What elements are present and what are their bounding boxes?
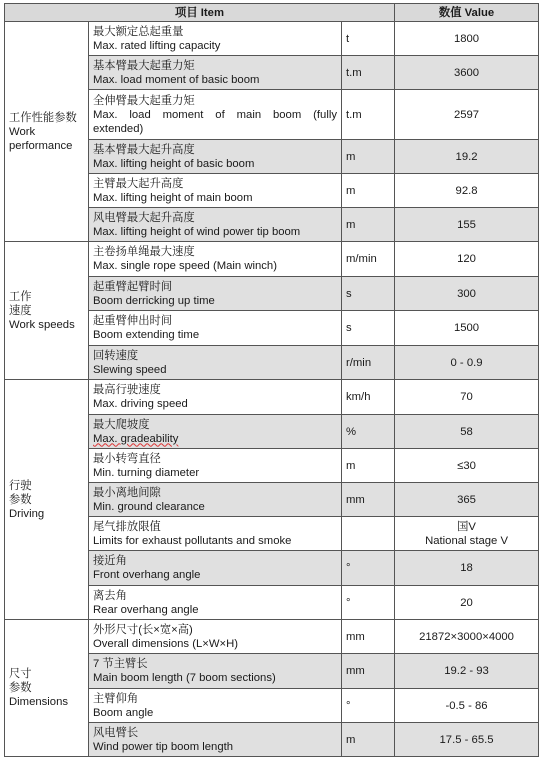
item-label-zh: 全伸臂最大起重力矩 [93,94,195,107]
category-label-en: Work speeds [9,318,75,331]
item-label-en: Wind power tip boom length [93,740,234,753]
value-cell: 19.2 [395,140,539,174]
item-cell [89,586,342,620]
item-cell [89,208,342,242]
item-label-zh: 离去角 [93,589,127,602]
item-label-zh: 最小离地间隙 [93,486,161,499]
item-label-zh: 7 节主臂长 [93,658,148,670]
value-cell: 17.5 - 65.5 [395,723,539,757]
value-cell: 70 [395,380,539,415]
item-label-en: Boom angle [93,706,154,719]
unit-cell: m/min [342,242,395,277]
unit-cell: s [342,277,395,311]
unit-cell: m [342,723,395,757]
table-row [5,22,539,56]
item-cell [89,654,342,689]
item-label-en: Max. load moment of main boom (fully extended) [93,108,337,135]
item-label-en: Overall dimensions (L×W×H) [93,637,239,650]
value-cell: 3600 [395,56,539,90]
item-label-zh: 最小转弯直径 [93,452,161,465]
item-label-en: Min. turning diameter [93,466,200,479]
value-cell: 21872×3000×4000 [395,620,539,654]
item-label-en: Max. gradeability [93,432,179,445]
item-cell [89,380,342,415]
item-cell [89,415,342,449]
item-label-zh: 基本臂最大起升高度 [93,143,195,156]
value-cell: 155 [395,208,539,242]
item-label-en: Max. rated lifting capacity [93,39,221,52]
unit-cell: ° [342,551,395,586]
item-label-en: Main boom length (7 boom sections) [93,672,276,684]
item-label-zh: 主臂仰角 [93,692,139,705]
category-cell [5,242,89,380]
item-label-zh: 起重臂伸出时间 [93,315,173,327]
item-cell [89,723,342,757]
item-cell [89,56,342,90]
category-label-zh: 尺寸 参数 [9,668,32,694]
item-label-zh: 主卷扬单绳最大速度 [93,246,195,258]
unit-cell: km/h [342,380,395,415]
item-label-en: Max. single rope speed (Main winch) [93,260,277,272]
value-cell: 国V National stage V [395,517,539,551]
value-cell: 1500 [395,311,539,346]
category-cell [5,380,89,620]
item-label-zh: 接近角 [93,555,127,567]
item-label-en: Boom derricking up time [93,294,215,307]
item-label-zh: 最大额定总起重量 [93,25,184,38]
item-cell [89,90,342,140]
value-cell: 0 - 0.9 [395,346,539,380]
header-item: 项目 Item [5,4,395,22]
item-label-zh: 尾气排放限值 [93,520,161,533]
spec-body [5,22,539,757]
item-label-zh: 起重臂起臂时间 [93,280,173,293]
item-cell [89,242,342,277]
unit-cell: r/min [342,346,395,380]
item-cell [89,449,342,483]
item-cell [89,483,342,517]
item-label-en: Rear overhang angle [93,603,199,616]
category-cell [5,620,89,757]
item-label-en: Max. load moment of basic boom [93,73,260,86]
unit-cell: mm [342,483,395,517]
item-label-zh: 回转速度 [93,349,139,362]
item-label-zh: 主臂最大起升高度 [93,177,184,190]
item-label-zh: 基本臂最大起重力矩 [93,59,195,72]
unit-cell: ° [342,586,395,620]
item-label-zh: 风电臂长 [93,726,139,739]
category-label-zh: 行驶 参数 [9,479,32,506]
unit-cell: mm [342,654,395,689]
value-cell: 58 [395,415,539,449]
value-cell: 92.8 [395,174,539,208]
category-label-zh: 工作 速度 [9,290,32,317]
item-label-en: Front overhang angle [93,569,201,581]
value-cell: 19.2 - 93 [395,654,539,689]
value-cell: 1800 [395,22,539,56]
unit-cell: t.m [342,90,395,140]
item-label-en: Slewing speed [93,363,167,376]
item-label-en: Max. lifting height of basic boom [93,157,255,170]
value-cell: 365 [395,483,539,517]
category-label-zh: 工作性能参数 [9,111,77,124]
unit-cell: t.m [342,56,395,90]
value-cell: ≤30 [395,449,539,483]
item-label-zh: 风电臂最大起升高度 [93,211,195,224]
table-header-row [5,4,539,22]
item-cell [89,517,342,551]
unit-cell: mm [342,620,395,654]
item-label-zh: 最高行驶速度 [93,384,161,396]
item-cell [89,311,342,346]
unit-cell [342,517,395,551]
unit-cell: m [342,174,395,208]
item-label-en: Max. lifting height of wind power tip boom [93,225,301,238]
category-label-en: Work performance [9,125,73,152]
category-label-en: Dimensions [9,696,69,708]
table-row [5,242,539,277]
spec-table [4,3,539,757]
item-label-en: Boom extending time [93,329,200,341]
item-label-zh: 外形尺寸(长×宽×高) [93,623,193,636]
unit-cell: m [342,449,395,483]
table-row [5,380,539,415]
table-row [5,620,539,654]
value-cell: 300 [395,277,539,311]
value-cell: -0.5 - 86 [395,689,539,723]
item-label-en: Max. driving speed [93,398,188,410]
unit-cell: m [342,140,395,174]
value-cell: 20 [395,586,539,620]
item-cell [89,689,342,723]
value-cell: 2597 [395,90,539,140]
item-cell [89,551,342,586]
item-label-en: Limits for exhaust pollutants and smoke [93,534,292,547]
item-label-en: Max. lifting height of main boom [93,191,253,204]
unit-cell: t [342,22,395,56]
unit-cell: s [342,311,395,346]
unit-cell: m [342,208,395,242]
item-label-zh: 最大爬坡度 [93,418,150,431]
item-cell [89,22,342,56]
item-cell [89,346,342,380]
unit-cell: % [342,415,395,449]
item-label-en: Min. ground clearance [93,500,205,513]
item-cell [89,140,342,174]
item-cell [89,174,342,208]
header-value: 数值 Value [395,4,539,22]
value-cell: 18 [395,551,539,586]
category-cell [5,22,89,242]
value-cell: 120 [395,242,539,277]
item-cell [89,277,342,311]
category-label-en: Driving [9,507,45,520]
item-cell [89,620,342,654]
unit-cell: ° [342,689,395,723]
